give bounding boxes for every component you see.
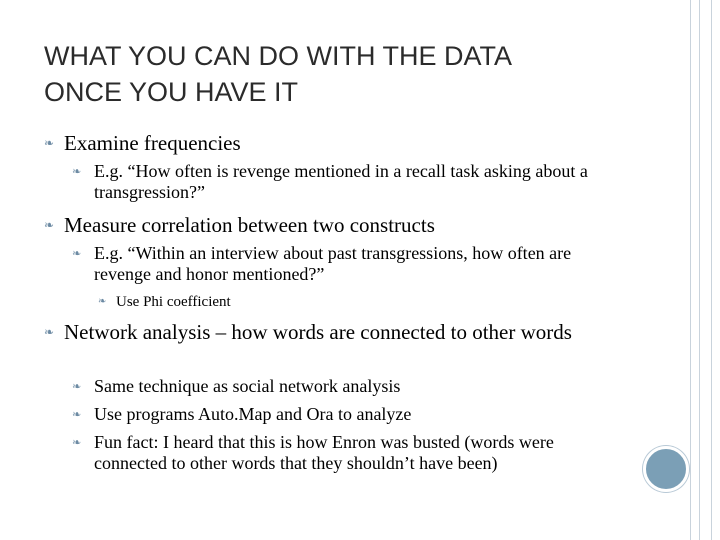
bullet-icon: ❧ (44, 325, 55, 339)
bullet-icon: ❧ (72, 408, 82, 421)
bullet-icon: ❧ (98, 296, 107, 307)
bullet-list: ❧ Examine frequencies ❧ E.g. “How often is revenge mentioned in a recall task asking about a transgression?” ❧ Measure correlation between two constructs ❧ E.g. “Within an interview about past transgressions, how often are revenge and honor mentioned?” ❧ Use Phi coefficient ❧ Network analysis – how words are connected to other words ❧ Same technique as social network analysis ❧ Use programs Auto.Map and Ora to analyze ❧ Fun fact: I heard that this is how Enron was busted (words were connected to other words that they shouldn’t have been) (44, 131, 588, 473)
bullet-icon: ❧ (72, 247, 82, 260)
slide-title: WHAT YOU CAN DO WITH THE DATA ONCE YOU HAVE IT (44, 41, 513, 107)
bullet-icon: ❧ (44, 136, 55, 150)
bullet-icon: ❧ (72, 436, 82, 449)
bullet-icon: ❧ (44, 218, 55, 232)
bullet-icon: ❧ (72, 380, 82, 393)
bullet-icon: ❧ (72, 165, 82, 178)
